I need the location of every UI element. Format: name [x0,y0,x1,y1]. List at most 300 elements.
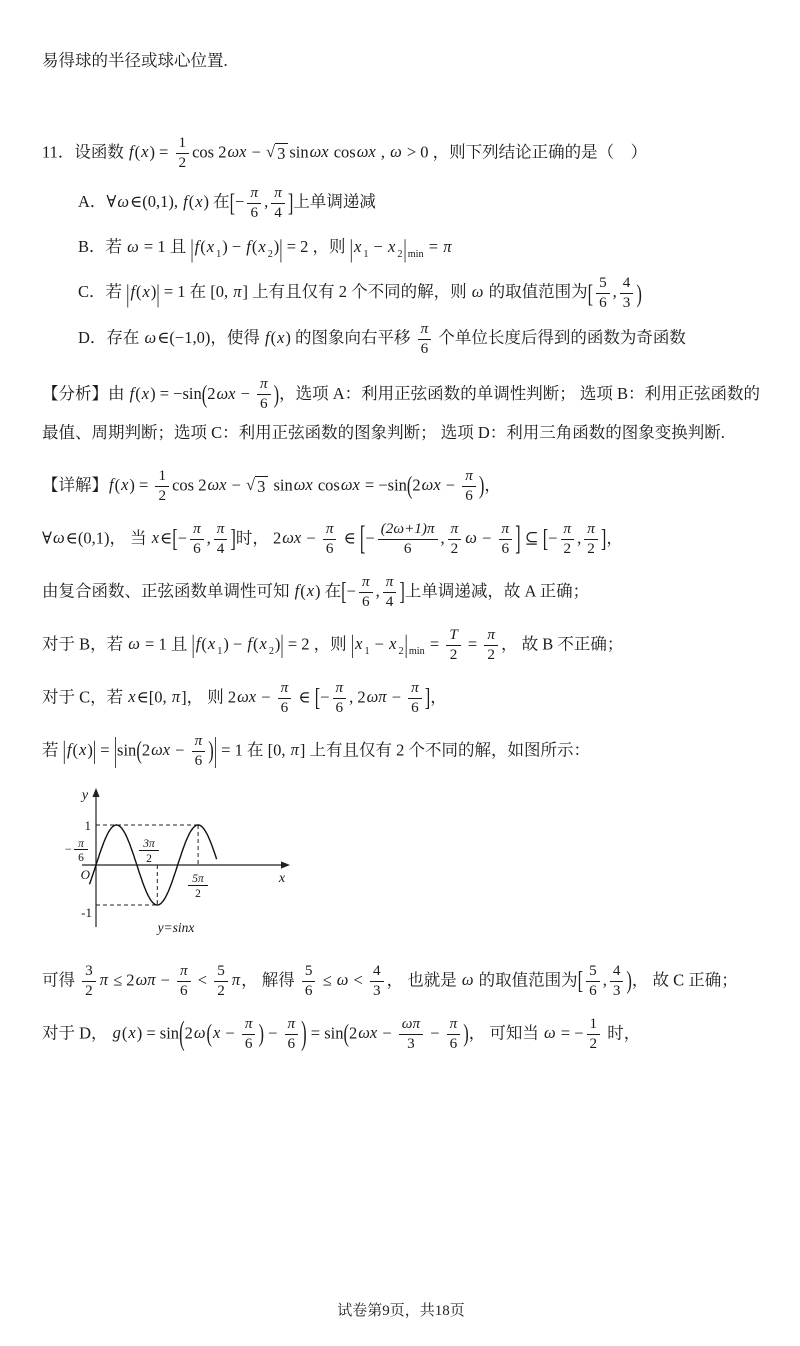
math-text: − [548,528,558,548]
math-text: − [302,528,320,548]
fraction [359,573,373,612]
math-text: ) − [222,237,246,257]
fraction [257,375,271,414]
denominator: 6 [465,487,473,505]
math-text: ( [270,327,277,347]
denominator: 4 [216,540,225,558]
math-text: − [387,687,406,707]
denominator: 2 [217,981,225,999]
page-footer: 试卷第9页，共18页 [337,1303,465,1319]
math-text: ( [114,475,121,495]
q11-stem [42,134,760,173]
graph-tick-5pi2-num: 5π [192,872,204,885]
math-text: 11．设函数 [42,142,129,162]
numerator: π [214,520,228,540]
denominator: 2 [85,981,93,999]
big-delimiter: | [349,233,353,264]
math-text: ( [252,634,259,654]
numerator: 3 [82,962,96,982]
numerator: 1 [155,467,169,487]
fraction [418,320,432,359]
x-axis-arrow [281,861,290,868]
denominator: 6 [304,981,313,999]
big-delimiter: ( [201,378,208,409]
math-text: ) = [149,142,173,162]
math-var: ω [128,634,140,654]
math-text: = 2 ，则 [282,237,350,257]
math-text: 可得 [42,970,80,990]
math-var: ωx [207,475,227,495]
denominator: 2 [487,646,495,664]
fraction [370,962,384,1001]
math-text: ) [274,634,281,654]
math-var: ω [144,327,157,347]
denominator: 2 [449,646,458,664]
graph-tick-neg-num: π [78,837,84,850]
sqrt [246,476,268,498]
numerator: 5 [596,274,610,294]
denominator: 6 [589,981,597,999]
graph-tick-5pi2-den: 2 [195,887,201,900]
math-var: x [258,237,266,257]
math-var: ωx [282,528,302,548]
math-text: < [349,970,367,990]
math-text: − [236,383,254,403]
math-var: ωx [421,475,441,495]
math-text: ≤ [318,970,336,990]
numerator: 1 [587,1015,601,1035]
graph-wrap [54,785,760,948]
math-text: ⊆ [520,528,543,548]
math-var: f [129,142,134,162]
math-text: − [263,1023,282,1043]
math-var: x [121,475,129,495]
radical-sign: √ [266,142,276,162]
math-text: − [235,191,245,211]
fraction [214,520,228,559]
big-delimiter: ) [626,965,632,996]
math-var: ω [336,970,349,990]
math-var: x [259,634,267,654]
fraction [177,962,191,1001]
fraction [584,520,598,559]
fraction [214,962,228,1001]
numerator: π [359,573,373,593]
denominator: 6 [250,203,259,221]
big-delimiter: ( [206,1018,212,1049]
numerator: 4 [610,962,624,982]
math-text: sin [117,740,137,760]
math-var: x [277,327,285,347]
math-var: ωπ [135,970,156,990]
graph-tick-neg-sign: − [65,841,72,856]
math-text: ∈[0, [136,687,171,707]
math-text: = − [556,1023,584,1043]
math-text: 2 [184,1023,193,1043]
denominator: 6 [420,339,429,357]
big-delimiter: | [404,629,408,660]
math-var: x [306,581,315,601]
math-text: ) = sin [136,1023,180,1043]
denominator: 2 [178,153,187,171]
math-text: 2 [207,383,216,403]
graph-origin-label: O [80,866,90,882]
fraction [484,626,498,665]
denominator: 2 [450,540,459,558]
math-text: cos [313,475,340,495]
math-var: ωx [227,142,247,162]
radicand: 3 [275,143,288,165]
denominator: 6 [193,540,201,558]
lines-before-graph [42,44,760,771]
math-text: A．∀ [78,191,117,211]
math-text: ) [87,740,93,760]
big-delimiter: ) [636,278,642,309]
math-var: x [128,687,136,707]
math-text: ∈(−1,0)，使得 [157,327,264,347]
math-var: x [389,634,397,654]
big-delimiter: ) [301,1013,307,1053]
math-var: f [109,475,114,495]
big-delimiter: [ [314,682,321,713]
math-text: ( [72,740,79,760]
math-text: − [320,687,330,707]
math-var: ω [52,528,65,548]
big-delimiter: | [92,735,97,766]
math-var: f [247,634,252,654]
math-text: B．若 [78,237,127,257]
numerator: π [247,184,261,204]
denominator: 6 [411,699,419,716]
big-delimiter: | [126,278,130,309]
math-text: 【分析】由 [42,383,129,403]
numerator: 4 [370,962,384,982]
math-var: x [353,237,362,257]
numerator: π [418,320,432,340]
math-text: ( [200,237,206,257]
big-delimiter: ) [208,735,214,766]
math-text: = 1 且 [140,634,192,654]
math-text: = [425,634,444,654]
detail-8 [42,1015,760,1054]
numerator: π [177,962,191,982]
math-var: ωπ [366,687,387,707]
math-text: , [440,528,445,548]
numerator: π [484,626,498,646]
numerator: π [462,467,476,487]
detail-6 [42,732,760,771]
big-delimiter: [ [341,576,347,607]
math-text: ∈(0,1), [130,191,183,211]
denominator: 2 [563,540,572,558]
fraction [620,274,634,313]
option-a [78,183,760,223]
math-var: x [212,1023,221,1043]
math-text: − [156,970,175,990]
big-delimiter: | [350,629,355,660]
big-delimiter: | [280,629,284,660]
numerator: (2ω+1)π [378,520,438,540]
subscript: 2 [398,645,404,657]
big-delimiter: | [213,730,218,770]
big-delimiter: ) [463,1018,469,1049]
math-var: ω [193,1023,206,1043]
denominator: 6 [287,1034,296,1052]
numerator: π [408,679,422,699]
math-var: f [294,581,300,601]
denominator: 2 [589,1034,598,1052]
numerator: π [333,679,347,699]
sqrt [266,143,288,165]
math-text: ] 上有且仅有 2 个不同的解，如图所示： [299,740,590,760]
math-var: x [207,634,216,654]
math-text: , [375,581,380,601]
math-var: ωx [293,475,313,495]
fraction [610,962,624,1001]
math-text: − [227,475,245,495]
analysis [42,375,760,453]
math-var: ω [117,191,130,211]
numerator: π [271,184,285,204]
detail-4 [42,626,760,665]
subscript: 2 [268,645,274,657]
math-text: cos 2 [192,142,227,162]
radicand: 3 [255,476,268,498]
big-delimiter: | [190,233,194,264]
numerator: 5 [214,962,228,982]
fraction [499,520,513,559]
math-var: x [141,142,149,162]
math-text: − [378,1023,396,1043]
denominator: 6 [194,751,203,769]
math-text: 个单位长度后得到的函数为奇函数 [434,327,686,347]
numerator: 5 [586,962,600,982]
math-var: π [231,970,241,990]
math-var: ωx [340,475,360,495]
math-text: ≤ 2 [109,970,135,990]
subscript: 1 [217,645,223,657]
math-text: ( [201,634,207,654]
numerator: ωπ [399,1015,423,1035]
math-text: = [424,237,443,257]
math-text: ， 也就是 [386,970,461,990]
math-var: π [290,740,299,760]
math-text: 上单调递减，故 A 正确； [404,581,590,601]
math-text: ， 可知当 [468,1023,543,1043]
option-d [78,319,760,359]
fraction [247,184,261,223]
big-delimiter: | [191,629,195,660]
denominator: 4 [385,593,394,611]
math-text: 时， 2 [235,528,282,548]
math-text: ) − [223,634,247,654]
math-text: ， 故 C 正确； [631,970,738,990]
big-delimiter: ( [179,1013,185,1053]
denominator: 6 [325,540,334,558]
math-text: − [247,142,266,162]
numerator: π [584,520,598,540]
math-var: π [99,970,108,990]
math-text: 对于 D， [42,1023,112,1043]
math-text: − [221,1023,239,1043]
math-var: f [246,237,251,257]
fraction [561,520,575,559]
math-var: ωx [151,740,171,760]
big-delimiter: ( [406,470,413,501]
fraction [285,1015,299,1054]
math-text: 由复合函数、正弦函数单调性可知 [42,581,294,601]
math-var: x [355,634,363,654]
fraction [155,467,169,506]
math-text: 上单调递减 [293,191,376,211]
top-note [42,44,760,78]
y-axis-arrow [92,788,99,797]
fraction [596,274,610,313]
math-var: f [194,237,200,257]
fraction [278,679,292,718]
big-delimiter: [ [542,523,549,554]
math-var: f [183,191,188,211]
denominator: 6 [244,1034,253,1052]
math-text: ∈ [339,528,360,548]
denominator: 6 [335,699,344,716]
math-text: ，选项 A：利用正弦函数的单调性判断； 选项 B：利用正弦函数的最值、周期判断；选项 C：利用正弦函数的图象判断； 选项 D：利用三角函数的图象变换判断. [42,383,761,443]
math-var: ωx [309,142,329,162]
numerator: π [190,520,204,540]
big-delimiter: ) [478,470,485,501]
math-text: ) 在 [203,191,230,211]
math-text: 对于 C，若 [42,687,128,707]
math-text: ) [273,237,280,257]
big-delimiter: ] [600,523,607,554]
numerator: π [448,520,462,540]
numerator: 4 [620,274,634,294]
math-text: ) = [129,475,153,495]
subscript: 1 [364,645,370,657]
big-delimiter: [ [359,518,366,558]
big-delimiter: ] [399,576,405,607]
math-text: − [365,528,375,548]
math-var: x [151,528,160,548]
math-text: − [177,528,188,548]
math-var: g [112,1023,121,1043]
fraction [192,732,206,771]
detail-5 [42,679,760,718]
math-text: 2 [141,740,151,760]
fraction [447,1015,461,1054]
fraction [190,520,204,559]
fraction [242,1015,256,1054]
math-text: ( [134,142,141,162]
numerator: π [242,1015,256,1035]
denominator: 6 [449,1034,458,1052]
fraction [448,520,462,559]
denominator: 6 [599,293,607,311]
big-delimiter: ( [343,1018,349,1049]
math-text: 【详解】 [42,475,108,495]
math-text: ∈ [294,687,315,707]
numerator: π [447,1015,461,1035]
big-delimiter: [ [172,523,178,554]
math-text: ， 解得 [241,970,299,990]
math-text: ， 故 B 不正确； [500,634,624,654]
big-delimiter: ) [258,1018,264,1049]
math-text: sin [269,475,293,495]
math-text: ( [188,191,195,211]
math-text: ( [121,1023,128,1043]
math-text: − [426,1023,444,1043]
math-var: f [66,740,72,760]
math-var: ω [461,970,474,990]
denominator: 4 [274,203,282,221]
big-delimiter: ] [424,682,431,713]
math-var: π [233,282,242,302]
curve-label: y=sinx [157,919,195,935]
big-delimiter: | [279,233,283,264]
numerator: π [499,520,513,540]
detail-1 [42,467,760,506]
big-delimiter: | [156,278,160,309]
math-text: − [477,528,496,548]
math-text: ) = −sin [150,383,202,403]
math-text: ) 在 [315,581,342,601]
math-text: = 2 ，则 [283,634,351,654]
option-b [78,228,760,267]
math-var: f [129,383,135,403]
lines-after-graph [42,962,760,1054]
math-text: − [171,740,189,760]
math-text: ( [136,282,142,302]
math-text: = [463,634,482,654]
big-delimiter: ] [230,523,236,554]
denominator: 2 [587,540,595,558]
math-text: ( [135,383,141,403]
fraction [333,679,347,718]
fraction [408,679,422,718]
math-text: , [206,528,211,548]
math-var: ω [544,1023,556,1043]
math-text: < [193,970,212,990]
math-text: D．存在 [78,327,144,347]
math-text: ∈(0,1)， 当 [65,528,151,548]
math-var: ω [465,528,477,548]
math-text: 对于 B，若 [42,634,128,654]
detail-2 [42,520,760,559]
math-text: ]， 则 2 [181,687,237,707]
math-text: ) 的图象向右平移 [285,327,415,347]
math-text: sin [289,142,309,162]
math-text: ∀ [42,528,52,548]
math-text: ∈ [160,528,173,548]
sine-graph [54,785,304,943]
denominator: 2 [158,487,167,505]
numerator: π [257,375,271,395]
big-delimiter: [ [229,188,236,218]
big-delimiter: | [113,730,118,770]
math-text: 易得球的半径或球心位置. [42,51,228,70]
math-text: 的取值范围为 [484,282,588,302]
math-text: − [346,581,356,601]
fraction [446,626,460,665]
graph-tick-3pi2-num: 3π [143,837,155,850]
math-text: 2 [348,1023,358,1043]
math-text: ] 上有且仅有 2 个不同的解，则 [242,282,471,302]
detail-7 [42,962,760,1001]
fraction [271,184,285,223]
fraction [302,962,316,1001]
math-var: f [195,634,201,654]
subscript: min [407,249,424,261]
